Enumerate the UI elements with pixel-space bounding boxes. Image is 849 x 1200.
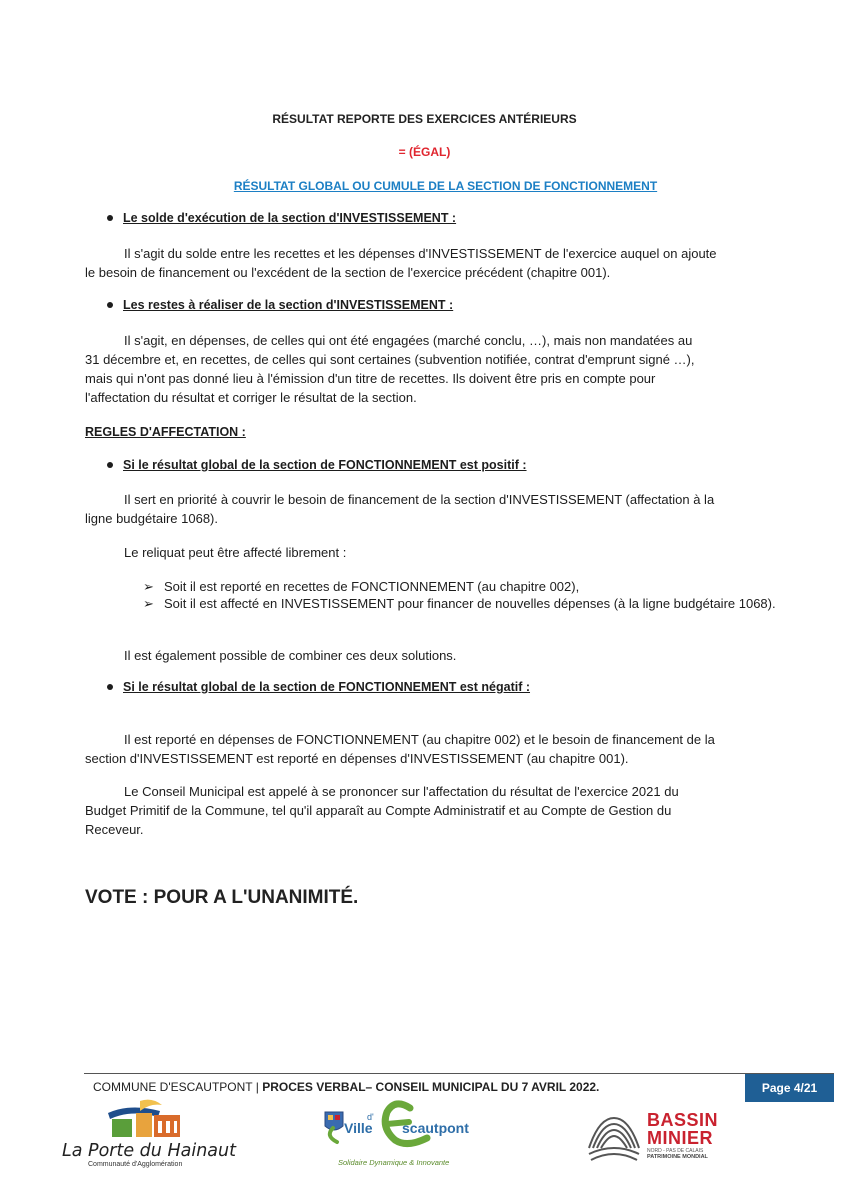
bullet-dot-icon (107, 215, 113, 221)
heading-global-result: RÉSULTAT GLOBAL OU CUMULE DE LA SECTION DE FONCTIONNEMENT (233, 179, 658, 193)
footer-divider (84, 1073, 834, 1074)
solde-line-2: le besoin de financement ou l'excédent de la section de l'exercice précédent (chapitre 001). (85, 265, 611, 280)
negatif-line-1: Il est reporté en dépenses de FONCTIONNEMENT (au chapitre 002) et le besoin de financement de la (124, 732, 715, 747)
conseil-line-1: Le Conseil Municipal est appelé à se prononcer sur l'affectation du résultat de l'exercice 2021 du (124, 784, 679, 799)
escautpont-d: d' (367, 1112, 374, 1122)
escautpont-logo (315, 1098, 469, 1173)
footer-commune: COMMUNE D'ESCAUTPONT | (93, 1080, 263, 1094)
page-number-badge: Page 4/21 (745, 1074, 834, 1102)
bullet-dot-icon (107, 462, 113, 468)
positif-line-2: ligne budgétaire 1068). (85, 511, 218, 526)
conseil-line-3: Receveur. (85, 822, 144, 837)
hainaut-logo-subtitle: Communauté d'Agglomération (88, 1161, 183, 1168)
bullet-dot-icon (107, 302, 113, 308)
restes-line-4: l'affectation du résultat et corriger le résultat de la section. (85, 390, 417, 405)
regles-title: REGLES D'AFFECTATION : (85, 425, 246, 439)
positif-reliquat: Le reliquat peut être affecté librement : (124, 545, 347, 560)
bassin-minier-logo (585, 1108, 725, 1168)
restes-line-2: 31 décembre et, en recettes, de celles qui sont certaines (subvention notifiée, contrat d'emprunt signé …), (85, 352, 695, 367)
vote-result: VOTE : POUR A L'UNANIMITÉ. (85, 887, 359, 908)
negatif-line-2: section d'INVESTISSEMENT est reporté en dépenses d'INVESTISSEMENT (au chapitre 001). (85, 751, 629, 766)
restes-line-3: mais qui n'ont pas donné lieu à l'émission d'un titre de recettes. Ils doivent être pris en compte pour (85, 371, 656, 386)
option-text: Soit il est affecté en INVESTISSEMENT pour financer de nouvelles dépenses (à la ligne budgétaire 1068). (164, 596, 776, 611)
hainaut-emblem-icon (100, 1097, 190, 1141)
escautpont-tagline: Solidaire Dynamique & Innovante (338, 1158, 450, 1167)
bullet-restes-title (107, 298, 453, 312)
hainaut-logo (60, 1097, 235, 1172)
bassin-text-4: PATRIMOINE MONDIAL (647, 1154, 708, 1160)
escautpont-ville: Ville (344, 1120, 373, 1136)
solde-title-text: Le solde d'exécution de la section d'INVESTISSEMENT : (123, 211, 457, 225)
bullet-dot-icon (107, 684, 113, 690)
bassin-minier-emblem-icon (585, 1108, 643, 1166)
option-text: Soit il est reporté en recettes de FONCTIONNEMENT (au chapitre 002), (164, 579, 580, 594)
list-item (143, 595, 803, 612)
hainaut-logo-text: La Porte du Hainaut (62, 1141, 236, 1161)
escautpont-name: scautpont (402, 1120, 469, 1136)
positif-title-text: Si le résultat global de la section de FONCTIONNEMENT est positif : (123, 458, 527, 472)
options-list (143, 578, 803, 612)
bassin-text-3: NORD - PAS DE CALAIS (647, 1148, 704, 1154)
bassin-text-2: MINIER (647, 1128, 713, 1148)
solde-line-1: Il s'agit du solde entre les recettes et les dépenses d'INVESTISSEMENT de l'exercice auquel on ajoute (124, 246, 717, 261)
conseil-line-2: Budget Primitif de la Commune, tel qu'il apparaît au Compte Administratif et au Compte de Gestion du (85, 803, 672, 818)
list-item (143, 578, 803, 595)
negatif-title-text: Si le résultat global de la section de FONCTIONNEMENT est négatif : (123, 680, 531, 694)
footer-title (93, 1080, 599, 1094)
bullet-positif-title (107, 458, 527, 472)
restes-title-text: Les restes à réaliser de la section d'INVESTISSEMENT : (123, 298, 454, 312)
positif-combine: Il est également possible de combiner ces deux solutions. (124, 648, 457, 663)
bullet-negatif-title (107, 680, 530, 694)
bassin-text-1: BASSIN (647, 1110, 719, 1130)
heading-result-reported: RÉSULTAT REPORTE DES EXERCICES ANTÉRIEURS (272, 112, 577, 126)
restes-line-1: Il s'agit, en dépenses, de celles qui ont été engagées (marché conclu, …), mais non mandatées au (124, 333, 693, 348)
positif-line-1: Il sert en priorité à couvrir le besoin de financement de la section d'INVESTISSEMENT (affectation à la (124, 492, 715, 507)
heading-equal: = (ÉGAL) (398, 145, 451, 159)
footer-proces: PROCES VERBAL– CONSEIL MUNICIPAL DU 7 AVRIL 2022. (262, 1080, 600, 1094)
arrow-right-icon: ➢ (143, 579, 154, 594)
arrow-right-icon: ➢ (143, 596, 154, 611)
bullet-solde-title (107, 211, 456, 225)
